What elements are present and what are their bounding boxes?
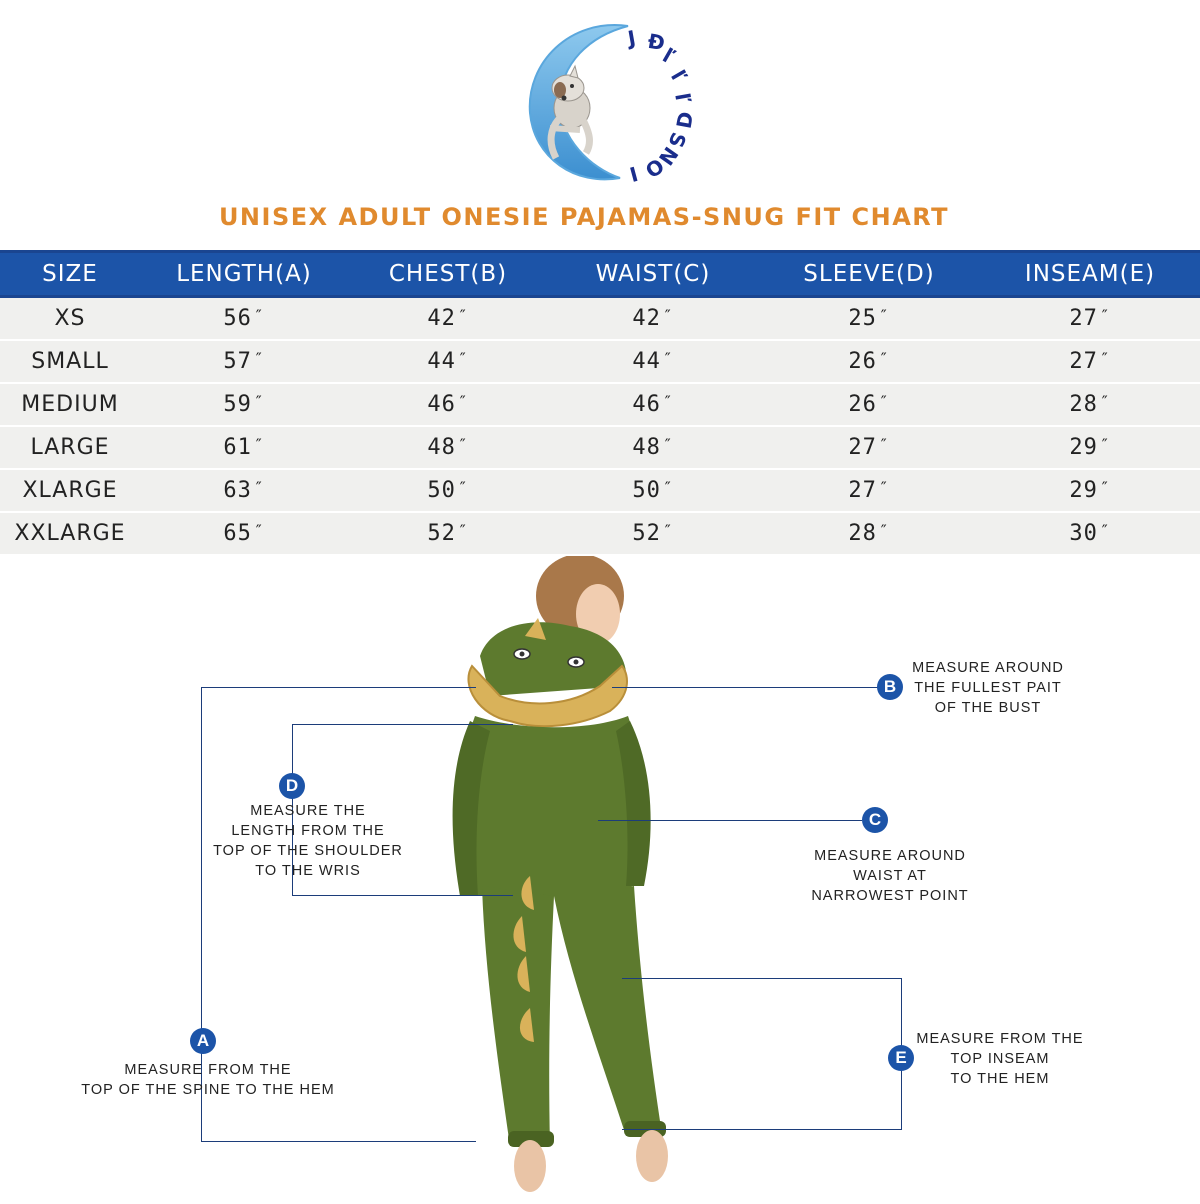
measurement-cell: 65 ″ xyxy=(140,512,348,555)
table-row xyxy=(0,469,1200,512)
note-line: TO THE WRIS xyxy=(255,863,361,879)
callout-line-e xyxy=(622,978,902,1130)
size-cell: MEDIUM xyxy=(0,383,140,426)
column-header: SIZE xyxy=(0,252,140,297)
measurement-cell: 46 ″ xyxy=(348,383,548,426)
measurement-cell: 61 ″ xyxy=(140,426,348,469)
measurement-cell: 52 ″ xyxy=(348,512,548,555)
note-line: TOP INSEAM xyxy=(950,1051,1050,1067)
table-row xyxy=(0,512,1200,555)
measurement-cell: 27 ″ xyxy=(980,297,1200,341)
measurement-cell: 42 ″ xyxy=(548,297,758,341)
note-line: MEASURE THE xyxy=(250,803,366,819)
note-line: OF THE BUST xyxy=(934,700,1042,716)
note-chest-b xyxy=(900,658,1076,718)
measurement-cell: 28 ″ xyxy=(980,383,1200,426)
size-chart-table xyxy=(0,250,1200,556)
table-header-row xyxy=(0,252,1200,297)
brand-letter: ᗡ xyxy=(671,109,698,131)
measurement-cell: 59 ″ xyxy=(140,383,348,426)
measurement-cell: 27 ″ xyxy=(980,340,1200,383)
badge-c: C xyxy=(862,807,888,833)
note-line: MEASURE AROUND xyxy=(814,848,966,864)
size-cell: XXLARGE xyxy=(0,512,140,555)
table-row xyxy=(0,340,1200,383)
column-header: LENGTH(A) xyxy=(140,252,348,297)
callout-line-c xyxy=(598,820,862,821)
note-line: TO THE HEM xyxy=(950,1071,1050,1087)
measurement-cell: 42 ″ xyxy=(348,297,548,341)
column-header: SLEEVE(D) xyxy=(758,252,980,297)
measurement-cell: 44 ″ xyxy=(348,340,548,383)
brand-letter: J xyxy=(625,25,638,51)
table-row xyxy=(0,297,1200,341)
note-line: LENGTH FROM THE xyxy=(231,823,385,839)
note-line: MEASURE FROM THE xyxy=(916,1031,1084,1047)
note-line: TOP OF THE SPINE TO THE HEM xyxy=(81,1082,335,1098)
brand-letter: Ð xyxy=(646,28,667,56)
size-cell: LARGE xyxy=(0,426,140,469)
measurement-cell: 26 ″ xyxy=(758,383,980,426)
measurement-cell: 50 ″ xyxy=(348,469,548,512)
note-length-a xyxy=(70,1060,346,1100)
measurement-cell: 27 ″ xyxy=(758,426,980,469)
measurement-cell: 46 ″ xyxy=(548,383,758,426)
badge-b: B xyxy=(877,674,903,700)
measurement-cell: 52 ″ xyxy=(548,512,758,555)
measurement-cell: 30 ″ xyxy=(980,512,1200,555)
measurement-cell: 63 ″ xyxy=(140,469,348,512)
brand-logo xyxy=(520,18,700,188)
measurement-cell: 29 ″ xyxy=(980,426,1200,469)
measurement-cell: 44 ″ xyxy=(548,340,758,383)
brand-letter: S xyxy=(663,129,691,151)
column-header: INSEAM(E) xyxy=(980,252,1200,297)
measurement-cell: 48 ″ xyxy=(348,426,548,469)
note-sleeve-d xyxy=(210,801,406,881)
measurement-cell: 29 ″ xyxy=(980,469,1200,512)
note-line: WAIST AT xyxy=(853,868,927,884)
callout-line-b xyxy=(612,687,878,688)
measurement-cell: 25 ″ xyxy=(758,297,980,341)
brand-letter: ľ xyxy=(670,91,696,105)
note-line: TOP OF THE SHOULDER xyxy=(213,843,403,859)
size-cell: XS xyxy=(0,297,140,341)
brand-letter: O xyxy=(640,153,669,183)
measurement-cell: 56 ″ xyxy=(140,297,348,341)
measurement-cell: 50 ″ xyxy=(548,469,758,512)
table-row xyxy=(0,383,1200,426)
measurement-cell: 57 ″ xyxy=(140,340,348,383)
size-cell: XLARGE xyxy=(0,469,140,512)
brand-letter: I xyxy=(627,161,641,187)
column-header: WAIST(C) xyxy=(548,252,758,297)
note-line: MEASURE FROM THE xyxy=(124,1062,292,1078)
chart-title: UNISEX ADULT ONESIE PAJAMAS-SNUG FIT CHART xyxy=(218,203,950,231)
size-cell: SMALL xyxy=(0,340,140,383)
note-line: NARROWEST POINT xyxy=(811,888,969,904)
badge-d: D xyxy=(279,773,305,799)
badge-e: E xyxy=(888,1045,914,1071)
measurement-cell: 48 ″ xyxy=(548,426,758,469)
note-line: THE FULLEST PAIT xyxy=(914,680,1062,696)
note-line: MEASURE AROUND xyxy=(912,660,1064,676)
column-header: CHEST(B) xyxy=(348,252,548,297)
brand-letter: ľ xyxy=(658,43,679,69)
measurement-cell: 27 ″ xyxy=(758,469,980,512)
brand-letter: ľ xyxy=(666,65,692,87)
table-row xyxy=(0,426,1200,469)
badge-a: A xyxy=(190,1028,216,1054)
note-inseam-e xyxy=(916,1029,1084,1089)
measurement-cell: 26 ″ xyxy=(758,340,980,383)
brand-letter: N xyxy=(653,142,684,170)
measurement-cell: 28 ″ xyxy=(758,512,980,555)
note-waist-c xyxy=(800,846,980,906)
